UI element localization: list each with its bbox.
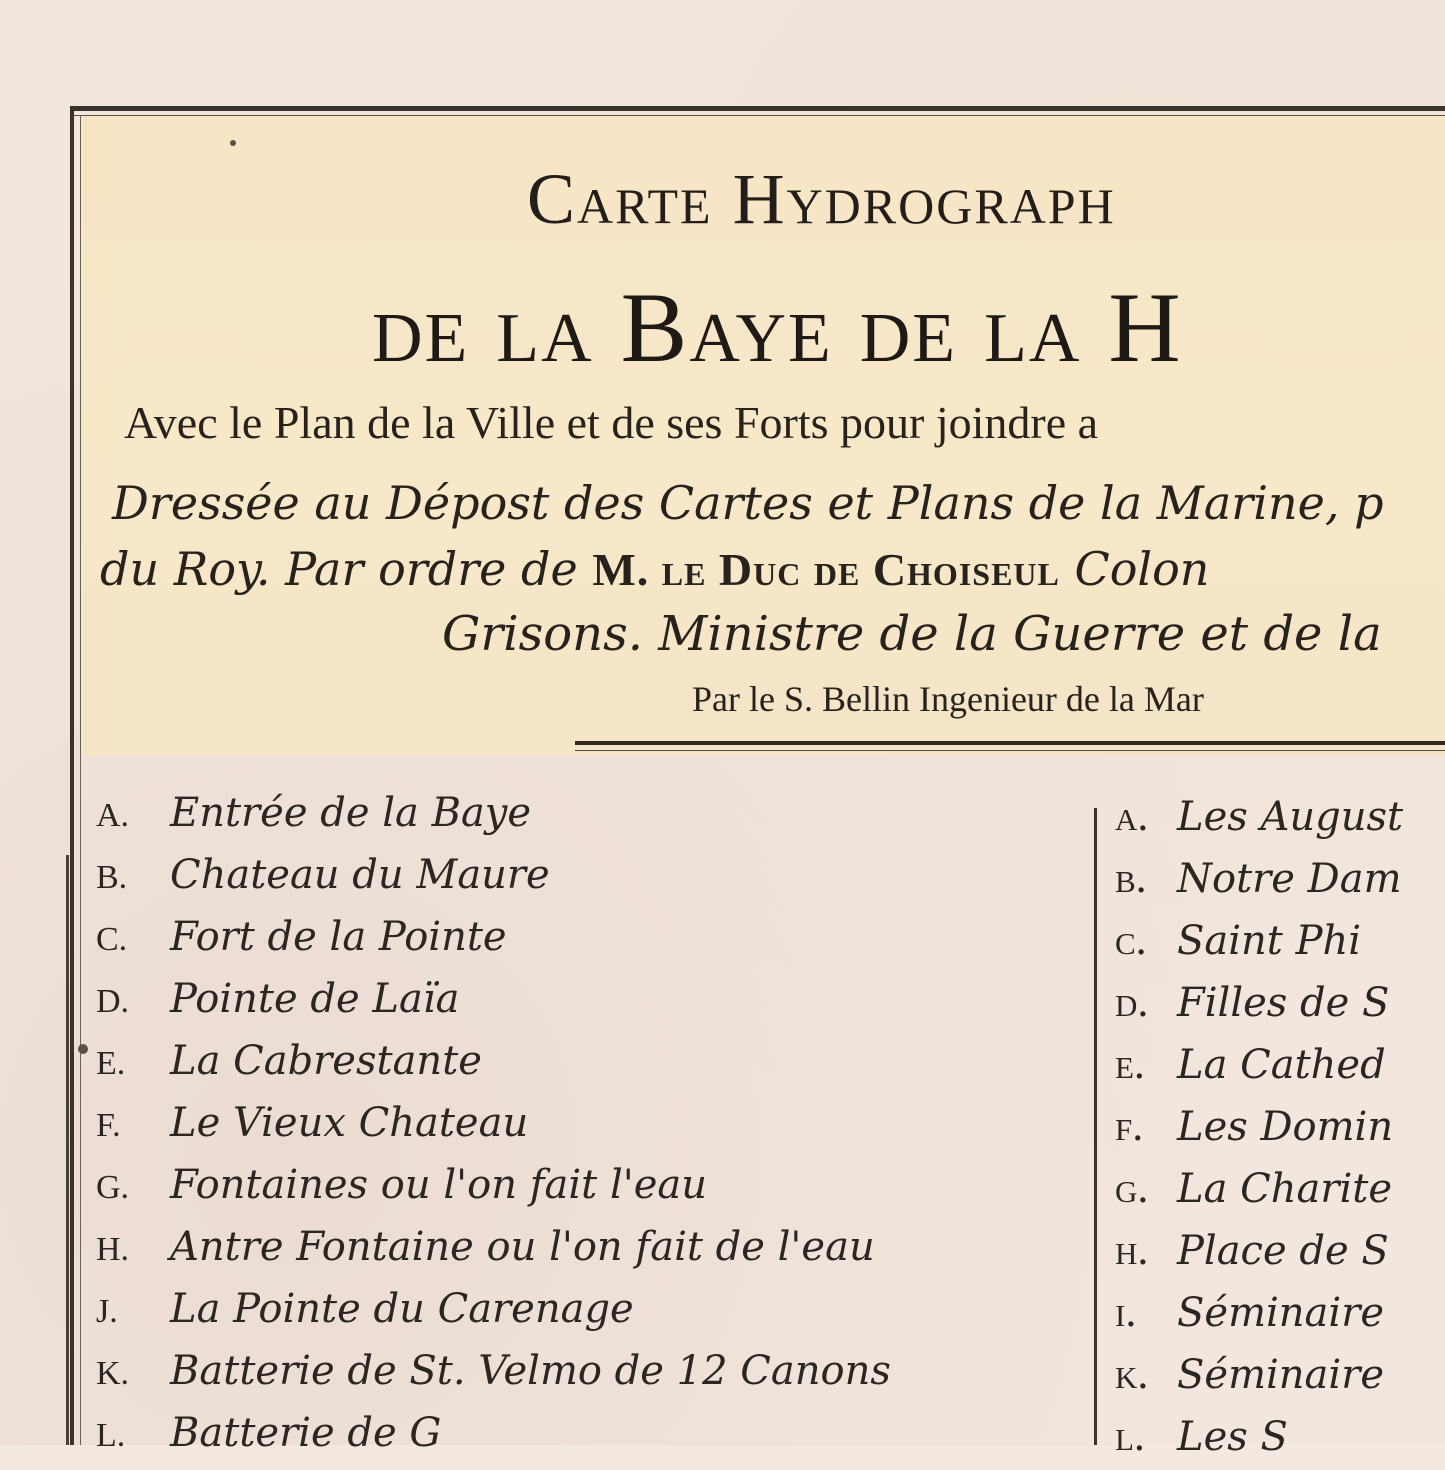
legend-item: [96, 1410, 441, 1470]
legend-item: [96, 1162, 707, 1222]
legend-item: [96, 852, 550, 912]
legend-label: Fort de la Pointe: [170, 914, 507, 960]
frame-left-thin-rule: [80, 115, 81, 1445]
legend-item: [96, 976, 459, 1036]
dedication-line-2: [100, 542, 1209, 596]
cartouche-bottom-thin-rule: [575, 750, 1445, 751]
legend-label: Batterie de G: [170, 1410, 442, 1456]
legend-label: Séminaire: [1177, 1352, 1384, 1398]
legend-label: Les August: [1177, 794, 1404, 840]
legend-key: D.: [96, 983, 130, 1020]
legend-key: a.: [1115, 791, 1149, 840]
legend-key: G.: [96, 1169, 130, 1206]
legend-key: h.: [1115, 1225, 1149, 1274]
legend-label: La Cathed: [1177, 1042, 1386, 1088]
legend-label: Antre Fontaine ou l'on fait de l'eau: [170, 1224, 875, 1270]
legend-label: La Pointe du Carenage: [170, 1286, 634, 1332]
dedication-line-2-prefix: du Roy. Par ordre de: [100, 542, 578, 596]
legend-key: l.: [1115, 1411, 1145, 1460]
legend-item: [96, 790, 531, 850]
legend-item: [96, 914, 507, 974]
legend-label: Séminaire: [1177, 1290, 1384, 1336]
legend-label: La Cabrestante: [170, 1038, 482, 1084]
legend-key: K.: [96, 1355, 130, 1392]
engraver-credit: Par le S. Bellin Ingenieur de la Mar: [692, 679, 1204, 719]
legend-label: Chateau du Maure: [170, 852, 550, 898]
legend-label: Filles de S: [1177, 980, 1390, 1026]
legend-item: [1115, 914, 1361, 974]
legend-key: c.: [1115, 915, 1147, 964]
legend-label: Fontaines ou l'on fait l'eau: [170, 1162, 708, 1208]
ink-speck: [230, 140, 236, 146]
dedication-line-3: Grisons. Ministre de la Guerre et de la: [442, 606, 1382, 662]
legend-key: g.: [1115, 1163, 1149, 1212]
legend-item: [96, 1100, 528, 1160]
legend-item: [1115, 790, 1403, 850]
cartouche-bottom-rule: [575, 741, 1445, 745]
legend-label: Notre Dam: [1177, 856, 1402, 902]
legend-label: La Charite: [1177, 1166, 1392, 1212]
legend-label: Entrée de la Baye: [170, 790, 532, 836]
legend-key: f.: [1115, 1101, 1144, 1150]
dedication-patron-name: M. le Duc de Choiseul: [592, 544, 1060, 595]
dedication-line-1: Dressée au Dépost des Cartes et Plans de la Marine, p: [112, 476, 1384, 530]
legend-key: B.: [96, 859, 128, 896]
legend-key: A.: [96, 797, 130, 834]
map-subtitle: Avec le Plan de la Ville et de ses Forts pour joindre a: [124, 397, 1099, 448]
frame-top-thin-rule: [70, 115, 1445, 116]
legend-key: J.: [96, 1293, 118, 1330]
legend-label: Les S: [1177, 1414, 1288, 1460]
map-title-line-2: de la Baye de la H: [372, 272, 1183, 383]
legend-item: [96, 1038, 482, 1098]
legend-item: [96, 1286, 634, 1346]
legend-key: H.: [96, 1231, 130, 1268]
legend-key: i.: [1115, 1287, 1137, 1336]
legend-key: F.: [96, 1107, 121, 1144]
legend-item: [1115, 852, 1402, 912]
legend-label: Le Vieux Chateau: [170, 1100, 529, 1146]
dedication-line-2-suffix: Colon: [1074, 542, 1210, 596]
legend-item: [1115, 1410, 1288, 1470]
frame-top-rule: [70, 106, 1445, 111]
legend-key: e.: [1115, 1039, 1145, 1088]
legend-item: [1115, 976, 1389, 1036]
legend-key: k.: [1115, 1349, 1149, 1398]
legend-key: d.: [1115, 977, 1149, 1026]
legend-key: L.: [96, 1417, 126, 1454]
legend-item: [1115, 1224, 1389, 1284]
legend-item: [1115, 1348, 1384, 1408]
legend-item: [96, 1224, 875, 1284]
legend-column-divider: [1094, 808, 1097, 1445]
legend-item: [1115, 1286, 1384, 1346]
legend-key: b.: [1115, 853, 1147, 902]
legend-left-margin-rule: [66, 855, 69, 1445]
frame-left-rule: [70, 106, 74, 1445]
legend-label: Place de S: [1177, 1228, 1389, 1274]
legend-item: [1115, 1038, 1386, 1098]
legend-item: [96, 1348, 891, 1408]
ink-speck: [78, 1044, 88, 1054]
legend-key: E.: [96, 1045, 126, 1082]
legend-label: Batterie de St. Velmo de 12 Canons: [170, 1348, 891, 1394]
legend-key: C.: [96, 921, 128, 958]
legend-item: [1115, 1100, 1393, 1160]
legend-label: Les Domin: [1177, 1104, 1394, 1150]
legend-item: [1115, 1162, 1392, 1222]
map-title-line-1: Carte Hydrograph: [527, 159, 1116, 239]
legend-label: Pointe de Laïa: [170, 976, 460, 1022]
legend-label: Saint Phi: [1177, 918, 1362, 964]
